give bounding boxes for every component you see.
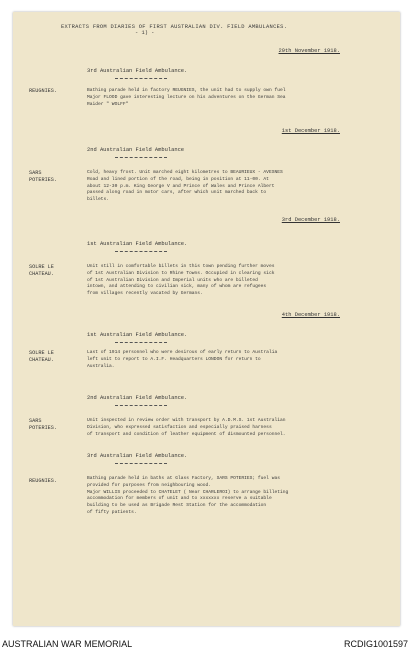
- document-page: [13, 12, 400, 626]
- entry-line: Unit still in comfortable billets in this town pending further moves: [87, 264, 275, 269]
- entry-line: of transport and condition of leather equipment of dismounted personnel.: [87, 431, 286, 437]
- entry-line: Bathing parade held in baths at Glass Factory, SARS POTERIES; fuel was: [87, 476, 280, 481]
- entry-line: from villages recently vacated by Germans.: [87, 291, 203, 297]
- entry-line: Division, who expressed satisfaction and especially praised harness: [87, 424, 272, 430]
- page-mark: - 1) -: [135, 30, 155, 36]
- entry-line: Bathing parade held in factory REUGNIES, the unit had to supply own fuel: [87, 88, 286, 93]
- entry-line: Unit inspected in review order with transport by A.D.M.S. 1st Australian: [87, 418, 286, 423]
- entry-body: [87, 264, 274, 298]
- entry-date: 3rd December 1918.: [281, 217, 340, 223]
- entry-date: 1st December 1918.: [281, 128, 340, 134]
- entry-date: 4th December 1918.: [281, 312, 340, 318]
- entry-line: Australia.: [87, 363, 115, 369]
- unit-underline: [115, 405, 167, 406]
- place-name: REUGNIES.: [29, 478, 58, 484]
- entry-line: accommodation for members of unit and to xxxxxxx reserve a suitable: [87, 496, 272, 502]
- entry-line: building to be used as Brigade Rest Station for the accommodation: [87, 503, 267, 509]
- unit-underline: [115, 463, 167, 464]
- entry-line: billets.: [87, 197, 110, 203]
- entry-line: of fifty patients.: [87, 509, 137, 515]
- unit-heading: 1st Australian Field Ambulance.: [87, 241, 188, 247]
- unit-heading: 1st Australian Field Ambulance.: [87, 332, 188, 338]
- unit-heading: 2nd Australian Field Ambulance.: [87, 395, 188, 401]
- entry-line: Cold, heavy frost. Unit marched eight kilometres to BEAURIEUX - AVESNES: [87, 170, 283, 175]
- entry-line: Raider " WOLFF": [87, 101, 129, 107]
- entry-body: [87, 170, 283, 204]
- entry-body: [87, 350, 277, 370]
- entry-body: [87, 88, 285, 108]
- unit-heading: 3rd Australian Field Ambulance.: [87, 68, 188, 74]
- unit-heading: 2nd Australian Field Ambulance: [87, 147, 185, 153]
- entry-body: [87, 418, 285, 438]
- place-name: REUGNIES.: [29, 88, 58, 94]
- unit-underline: [115, 78, 167, 79]
- place-name: SARS POTERIES.: [29, 170, 58, 183]
- entry-line: passed along road in motor cars, after which unit marched back to: [87, 190, 267, 196]
- entry-line: intown, and attending to civilian sick, many of whom are refugees: [87, 284, 267, 290]
- entry-line: of 1st Australian Division and Imperial units who are billeted: [87, 277, 258, 283]
- unit-underline: [115, 251, 167, 252]
- unit-underline: [115, 157, 167, 158]
- place-name: SOLRE LE CHATEAU.: [29, 350, 54, 363]
- entry-line: of 1st Australian Division to Rhine Towns. Occupied in clearing sick: [87, 270, 275, 276]
- place-name: SARS POTERIES.: [29, 418, 58, 431]
- entry-line: left unit to report to A.I.F. Headquarters LONDON for return to: [87, 356, 261, 362]
- footer-archive-name: AUSTRALIAN WAR MEMORIAL: [2, 639, 133, 649]
- entry-body: [87, 476, 288, 517]
- entry-line: about 12-30 p.m. King George V and Prince of Wales and Prince Albert: [87, 183, 275, 189]
- entry-line: Major FLOOD gave interesting lecture on his adventures on the German Sea: [87, 94, 286, 100]
- unit-underline: [115, 342, 167, 343]
- entry-line: Major WILLIS proceeded to CHATELET ( Near CHARLEROI) to arrange billeting: [87, 489, 289, 495]
- entry-date: 29th November 1918.: [278, 48, 340, 54]
- unit-heading: 3rd Australian Field Ambulance.: [87, 453, 188, 459]
- entry-line: provided for purposes from neighbouring wood.: [87, 482, 212, 488]
- footer-reference-id: RCDIG1001597: [343, 639, 408, 649]
- document-title: EXTRACTS FROM DIARIES OF FIRST AUSTRALIAN DIV. FIELD AMBULANCES.: [61, 24, 288, 30]
- entry-line: Road and lined portion of the road, being in position at 11-00. At: [87, 176, 269, 182]
- place-name: SOLRE LE CHATEAU.: [29, 264, 54, 277]
- entry-line: Last of 1914 personnel who were desirous of early return to Australia: [87, 350, 278, 355]
